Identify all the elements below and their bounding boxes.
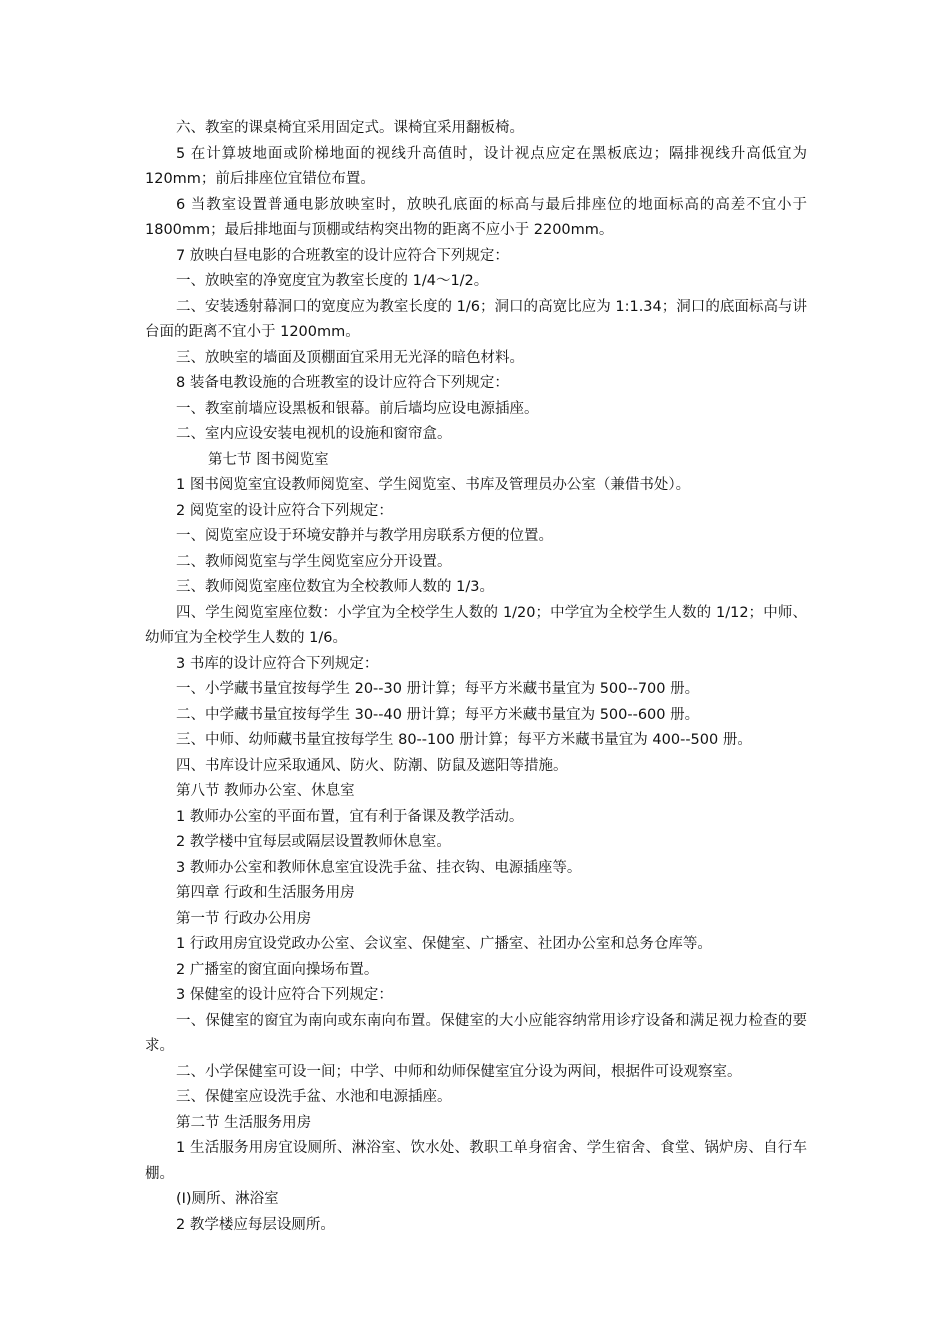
- paragraph: 六、教室的课桌椅宜采用固定式。课椅宜采用翻板椅。: [176, 120, 524, 136]
- paragraph: 四、学生阅览室座位数：小学宜为全校学生人数的 1/20；中学宜为全校学生人数的 1/12；中师、幼师宜为全校学生人数的 1/6。: [145, 604, 807, 646]
- chapter-heading: 第四章 行政和生活服务用房: [176, 885, 355, 901]
- paragraph: 四、书库设计应采取通风、防火、防潮、防鼠及遮阳等措施。: [176, 757, 568, 774]
- paragraph: 8 装备电教设施的合班教室的设计应符合下列规定：: [176, 375, 509, 391]
- paragraph: 一、教室前墙应设黑板和银幕。前后墙均应设电源插座。: [176, 400, 539, 417]
- paragraph: 三、保健室应设洗手盆、水池和电源插座。: [176, 1089, 452, 1105]
- paragraph: 二、安装透射幕洞口的宽度应为教室长度的 1/6；洞口的高宽比应为 1:1.34；洞口的底面标高与讲台面的距离不宜小于 1200mm。: [145, 298, 807, 340]
- paragraph: 二、小学保健室可设一间；中学、中师和幼师保健室宜分设为两间，根据件可设观察室。: [176, 1063, 742, 1080]
- paragraph: 1 行政用房宜设党政办公室、会议室、保健室、广播室、社团办公室和总务仓库等。: [176, 936, 712, 952]
- paragraph: 三、中师、幼师藏书量宜按每学生 80--100 册计算；每平方米藏书量宜为 400--500 册。: [176, 732, 752, 748]
- paragraph: 一、保健室的窗宜为南向或东南向布置。保健室的大小应能容纳常用诊疗设备和满足视力检查的要求。: [145, 1012, 807, 1054]
- paragraph: 三、教师阅览室座位数宜为全校教师人数的 1/3。: [176, 579, 494, 595]
- section-heading: 第八节 教师办公室、休息室: [176, 783, 355, 799]
- paragraph: 7 放映白昼电影的合班教室的设计应符合下列规定：: [176, 247, 509, 264]
- paragraph: 二、室内应设安装电视机的设施和窗帘盒。: [176, 426, 452, 442]
- paragraph: 2 教学楼中宜每层或隔层设置教师休息室。: [176, 834, 451, 850]
- section-heading: 第一节 行政办公用房: [176, 910, 312, 927]
- paragraph: 一、放映室的净宽度宜为教室长度的 1/4～1/2。: [176, 273, 489, 289]
- paragraph: 一、小学藏书量宜按每学生 20--30 册计算；每平方米藏书量宜为 500--700 册。: [176, 681, 700, 697]
- paragraph: 2 广播室的窗宜面向操场布置。: [176, 961, 379, 978]
- paragraph: 2 阅览室的设计应符合下列规定：: [176, 502, 393, 519]
- document-body: [145, 116, 807, 1238]
- paragraph: 6 当教室设置普通电影放映室时，放映孔底面的标高与最后排座位的地面标高的高差不宜小于 1800mm；最后排地面与顶棚或结构突出物的距离不应小于 2200mm。: [145, 196, 807, 238]
- paragraph: 二、中学藏书量宜按每学生 30--40 册计算；每平方米藏书量宜为 500--600 册。: [176, 706, 700, 723]
- paragraph: 3 书库的设计应符合下列规定：: [176, 655, 379, 672]
- paragraph: 1 图书阅览室宜设教师阅览室、学生阅览室、书库及管理员办公室（兼借书处）。: [176, 477, 691, 493]
- paragraph: 3 保健室的设计应符合下列规定：: [176, 987, 393, 1003]
- paragraph: 3 教师办公室和教师休息室宜设洗手盆、挂衣钩、电源插座等。: [176, 859, 582, 876]
- paragraph: 5 在计算坡地面或阶梯地面的视线升高值时，设计视点应定在黑板底边；隔排视线升高低宜为 120mm；前后排座位宜错位布置。: [145, 145, 807, 187]
- section-heading: 第七节 图书阅览室: [208, 451, 329, 468]
- paragraph: (I)厕所、淋浴室: [176, 1191, 279, 1207]
- paragraph: 一、阅览室应设于环境安静并与教学用房联系方便的位置。: [176, 528, 553, 544]
- paragraph: 1 教师办公室的平面布置，宜有利于备课及教学活动。: [176, 808, 524, 825]
- paragraph: 1 生活服务用房宜设厕所、淋浴室、饮水处、教职工单身宿舍、学生宿舍、食堂、锅炉房、自行车棚。: [145, 1140, 807, 1182]
- section-heading: 第二节 生活服务用房: [176, 1114, 312, 1131]
- paragraph: 三、放映室的墙面及顶棚面宜采用无光泽的暗色材料。: [176, 349, 524, 366]
- paragraph: 二、教师阅览室与学生阅览室应分开设置。: [176, 553, 452, 570]
- paragraph: 2 教学楼应每层设厕所。: [176, 1216, 335, 1233]
